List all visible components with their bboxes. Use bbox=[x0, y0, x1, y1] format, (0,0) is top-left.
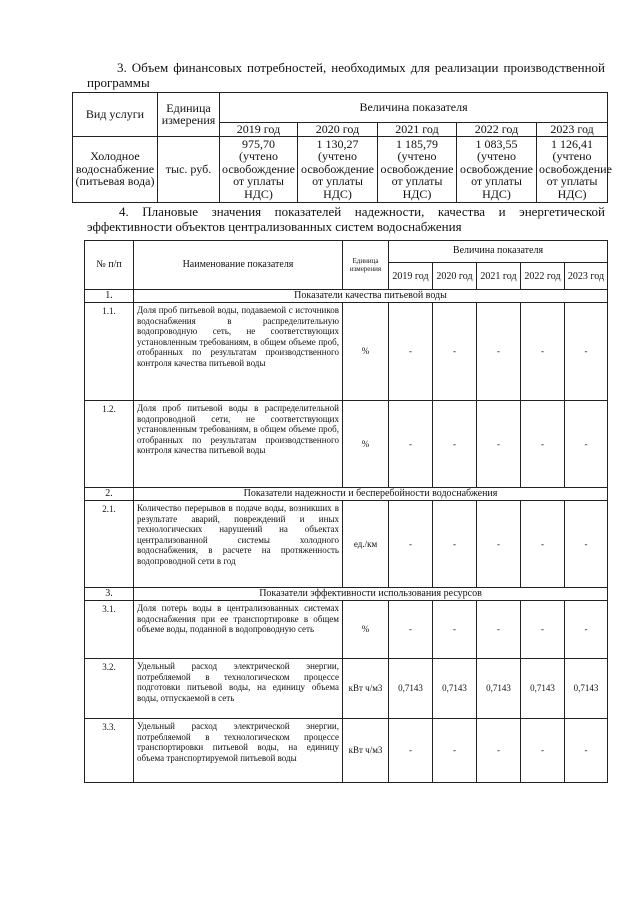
group-num: 3. bbox=[85, 588, 134, 601]
value-cell: 975,70 (учтено освобождение от уплаты НДС) bbox=[220, 136, 298, 202]
row-value: - bbox=[389, 303, 433, 401]
year-header: 2019 год bbox=[389, 263, 433, 290]
col-unit-header: Единица измерения bbox=[158, 93, 220, 137]
financial-needs-table bbox=[72, 92, 612, 203]
row-value: - bbox=[477, 601, 521, 659]
row-num: 3.2. bbox=[85, 659, 134, 719]
row-value: - bbox=[521, 303, 565, 401]
row-value: - bbox=[433, 401, 477, 488]
row-value: - bbox=[433, 501, 477, 588]
row-value: - bbox=[565, 719, 608, 783]
row-name: Доля проб питьевой воды, подаваемой с источников водоснабжения в распределительную водопроводную сеть, не соответствующих установленным требованиям, в общем объеме проб, отобранных по результатам производственного контроля качества питьевой воды bbox=[134, 303, 343, 401]
row-unit: кВт ч/м3 bbox=[343, 719, 389, 783]
section-3-heading: 3. Объем финансовых потребностей, необходимых для реализации производственной программы bbox=[87, 60, 605, 90]
unit-cell: тыс. руб. bbox=[158, 136, 220, 202]
service-cell: Холодное водоснабжение (питьевая вода) bbox=[73, 136, 158, 202]
section-4-heading: 4. Плановые значения показателей надежности, качества и энергетической эффективности объектов централизованных систем водоснабжения bbox=[87, 204, 605, 234]
col-name-header: Наименование показателя bbox=[134, 241, 343, 290]
year-header: 2023 год bbox=[565, 263, 608, 290]
row-value: - bbox=[389, 401, 433, 488]
row-value: - bbox=[521, 601, 565, 659]
col-value-header: Величина показателя bbox=[389, 241, 608, 263]
row-unit: ед./км bbox=[343, 501, 389, 588]
year-header: 2021 год bbox=[378, 123, 457, 137]
row-value: - bbox=[521, 401, 565, 488]
value-cell: 1 126,41 (учтено освобождение от уплаты НДС) bbox=[537, 136, 608, 202]
row-value: - bbox=[389, 719, 433, 783]
group-num: 1. bbox=[85, 290, 134, 303]
row-name: Удельный расход электрической энергии, потребляемой в технологическом процессе транспортировки питьевой воды, на единицу объема транспортируемой питьевой воды bbox=[134, 719, 343, 783]
row-num: 1.1. bbox=[85, 303, 134, 401]
row-value: - bbox=[433, 601, 477, 659]
col-service-header: Вид услуги bbox=[73, 93, 158, 137]
value-cell: 1 130,27 (учтено освобождение от уплаты НДС) bbox=[298, 136, 378, 202]
table-row bbox=[85, 501, 608, 588]
row-value: 0,7143 bbox=[389, 659, 433, 719]
col-value-header: Величина показателя bbox=[220, 93, 608, 123]
group-title: Показатели надежности и бесперебойности водоснабжения bbox=[134, 488, 608, 501]
row-value: - bbox=[565, 601, 608, 659]
row-value: - bbox=[477, 401, 521, 488]
row-value: - bbox=[521, 501, 565, 588]
row-value: - bbox=[389, 501, 433, 588]
table-row bbox=[85, 303, 608, 401]
table-row bbox=[85, 659, 608, 719]
row-value: - bbox=[477, 719, 521, 783]
value-cell: 1 083,55 (учтено освобождение от уплаты НДС) bbox=[457, 136, 537, 202]
row-num: 1.2. bbox=[85, 401, 134, 488]
year-header: 2020 год bbox=[298, 123, 378, 137]
row-num: 2.1. bbox=[85, 501, 134, 588]
table-row bbox=[85, 719, 608, 783]
row-value: - bbox=[389, 601, 433, 659]
table-row bbox=[85, 401, 608, 488]
row-value: - bbox=[521, 719, 565, 783]
row-value: 0,7143 bbox=[477, 659, 521, 719]
row-value: - bbox=[565, 501, 608, 588]
row-name: Доля потерь воды в централизованных системах водоснабжения при ее транспортировке в общем объеме воды, поданной в водопроводную сеть bbox=[134, 601, 343, 659]
row-value: - bbox=[565, 303, 608, 401]
row-unit: % bbox=[343, 303, 389, 401]
row-value: - bbox=[477, 303, 521, 401]
row-name: Удельный расход электрической энергии, потребляемой в технологическом процессе подготовки питьевой воды, на единицу объема воды, отпускаемой в сеть bbox=[134, 659, 343, 719]
row-unit: кВт ч/м3 bbox=[343, 659, 389, 719]
year-header: 2021 год bbox=[477, 263, 521, 290]
group-title: Показатели качества питьевой воды bbox=[134, 290, 608, 303]
row-unit: % bbox=[343, 401, 389, 488]
row-value: 0,7143 bbox=[521, 659, 565, 719]
row-value: - bbox=[433, 719, 477, 783]
row-unit: % bbox=[343, 601, 389, 659]
row-value: - bbox=[565, 401, 608, 488]
row-num: 3.1. bbox=[85, 601, 134, 659]
row-name: Количество перерывов в подаче воды, возникших в результате аварий, повреждений и иных технологических нарушений на объектах централизованной системы холодного водоснабжения, в расчете на протяженность водопроводной сети в год bbox=[134, 501, 343, 588]
year-header: 2019 год bbox=[220, 123, 298, 137]
table-row bbox=[85, 601, 608, 659]
row-value: - bbox=[477, 501, 521, 588]
col-num-header: № п/п bbox=[85, 241, 134, 290]
group-num: 2. bbox=[85, 488, 134, 501]
row-value: - bbox=[433, 303, 477, 401]
row-name: Доля проб питьевой воды в распределительной водопроводной сети, не соответствующих установленным требованиям, в общем объеме проб, отобранных по результатам производственного контроля качества питьевой воды bbox=[134, 401, 343, 488]
year-header: 2022 год bbox=[521, 263, 565, 290]
row-num: 3.3. bbox=[85, 719, 134, 783]
year-header: 2022 год bbox=[457, 123, 537, 137]
year-header: 2023 год bbox=[537, 123, 608, 137]
value-cell: 1 185,79 (учтено освобождение от уплаты НДС) bbox=[378, 136, 457, 202]
col-unit-header: Единица измерения bbox=[343, 241, 389, 290]
group-title: Показатели эффективности использования ресурсов bbox=[134, 588, 608, 601]
row-value: 0,7143 bbox=[433, 659, 477, 719]
year-header: 2020 год bbox=[433, 263, 477, 290]
indicators-table bbox=[84, 240, 608, 783]
row-value: 0,7143 bbox=[565, 659, 608, 719]
